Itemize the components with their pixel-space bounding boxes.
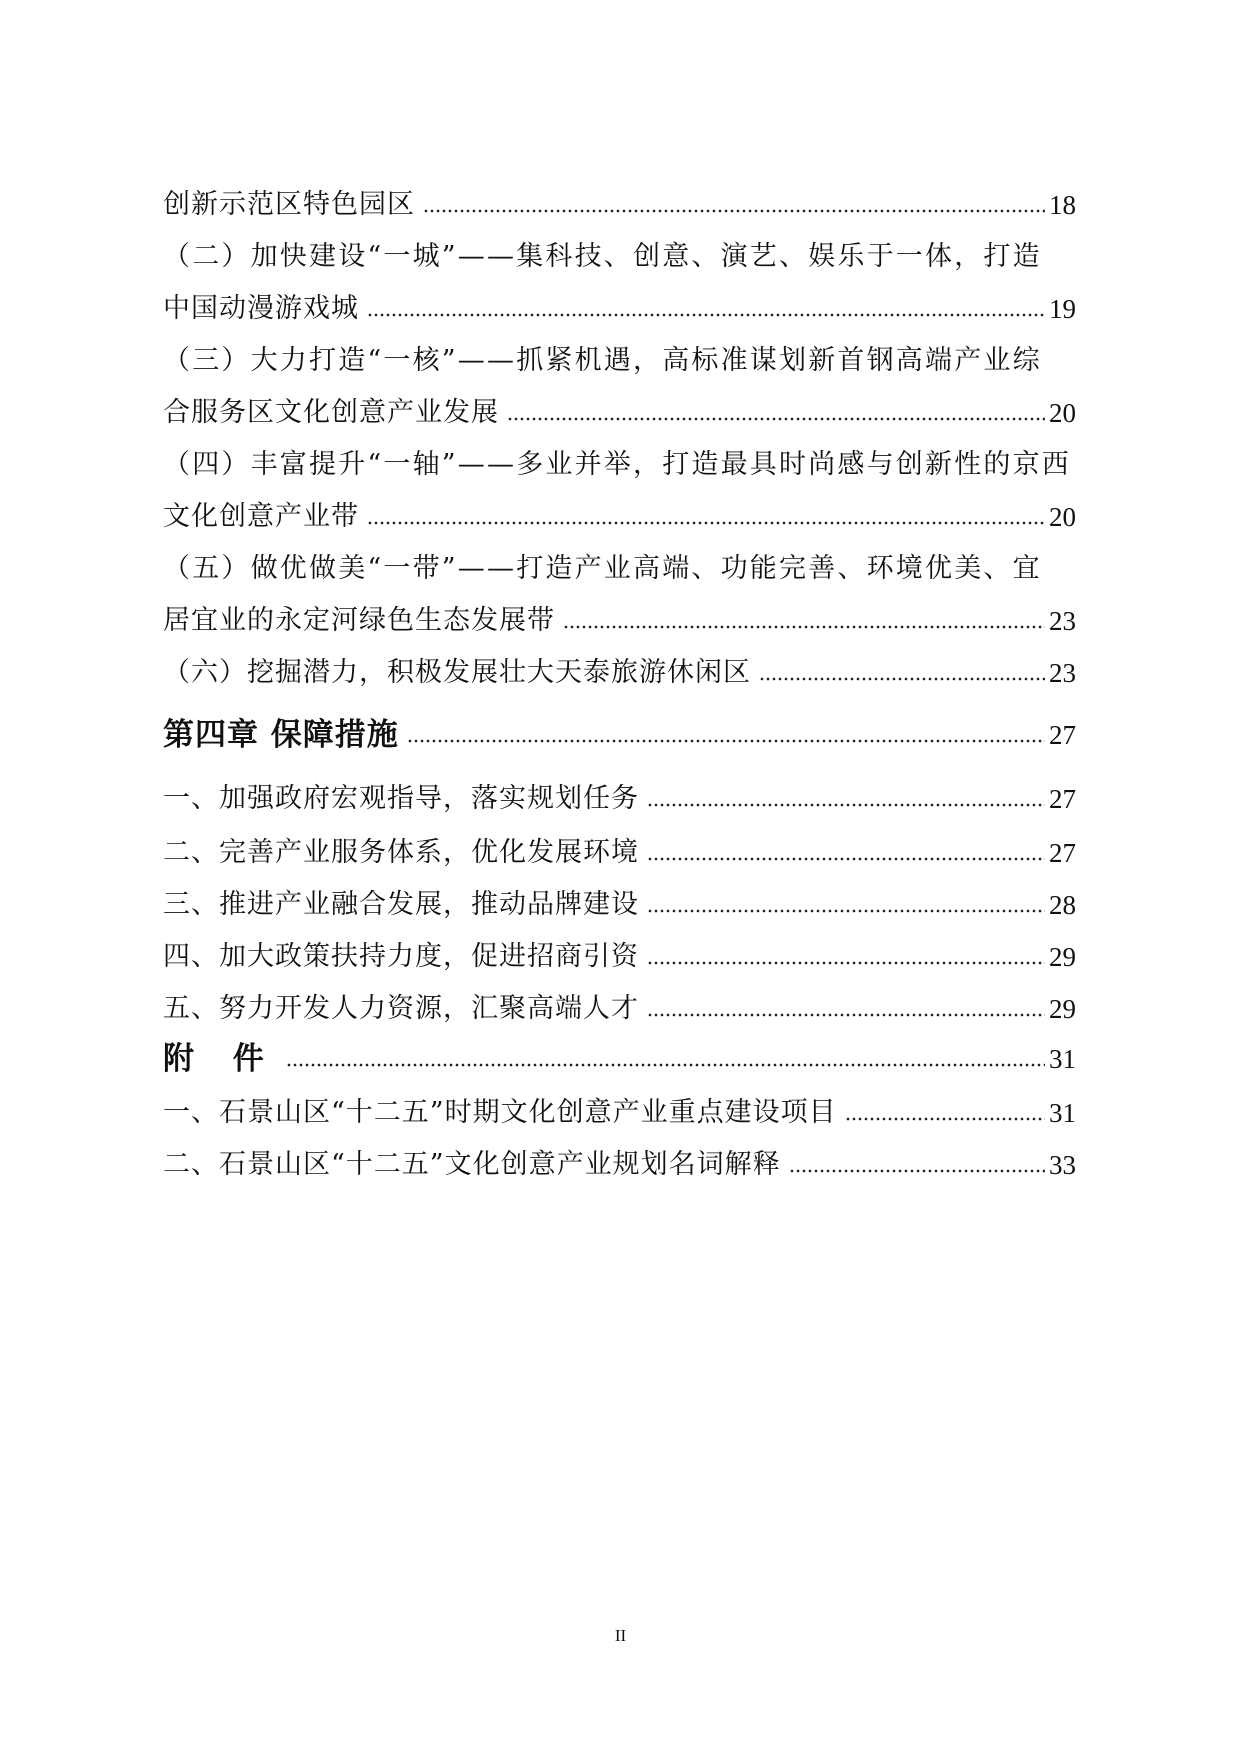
toc-entry-title: 附 件: [163, 1041, 278, 1077]
dot-leader: [845, 1116, 1045, 1122]
dot-leader: [789, 1168, 1045, 1174]
toc-entry[interactable]: [163, 442, 1076, 482]
dot-leader: [647, 1012, 1045, 1018]
toc-entry-title: 中国动漫游戏城: [163, 293, 359, 324]
dot-leader: [647, 802, 1045, 808]
toc-entry-title: （五）做优做美“一带”——打造产业高端、功能完善、环境优美、宜: [163, 553, 1042, 584]
toc-entry-page: 23: [1049, 658, 1076, 688]
toc-entry-page: 31: [1049, 1044, 1076, 1074]
toc-entry-title: 三、推进产业融合发展，推动品牌建设: [163, 889, 639, 920]
toc-entry[interactable]: [163, 546, 1076, 586]
toc-chapter-entry[interactable]: [163, 1036, 1076, 1076]
toc-entry-title: 一、石景山区“十二五”时期文化创意产业重点建设项目: [163, 1097, 837, 1128]
toc-chapter-entry[interactable]: [163, 712, 1076, 752]
toc-entry-page: 20: [1049, 398, 1076, 428]
toc-entry[interactable]: [163, 390, 1076, 430]
toc-entry-page: 19: [1049, 294, 1076, 324]
dot-leader: [367, 520, 1045, 526]
toc-entry-page: 27: [1049, 720, 1076, 750]
toc-entry[interactable]: [163, 830, 1076, 870]
toc-entry-title: （三）大力打造“一核”——抓紧机遇，高标准谋划新首钢高端产业综: [163, 345, 1042, 376]
dot-leader: [563, 624, 1045, 630]
toc-entry-title: 文化创意产业带: [163, 501, 359, 532]
toc-entry[interactable]: [163, 286, 1076, 326]
toc-entry-page: 29: [1049, 994, 1076, 1024]
toc-entry-title: （六）挖掘潜力，积极发展壮大天泰旅游休闲区: [163, 657, 751, 688]
toc-entry[interactable]: [163, 598, 1076, 638]
toc-entry-page: 20: [1049, 502, 1076, 532]
toc-entry[interactable]: [163, 882, 1076, 922]
dot-leader: [647, 960, 1045, 966]
toc-entry-title: 四、加大政策扶持力度，促进招商引资: [163, 941, 639, 972]
dot-leader: [367, 312, 1045, 318]
toc-entry-title: 合服务区文化创意产业发展: [163, 397, 499, 428]
toc-entry-title: 二、完善产业服务体系，优化发展环境: [163, 837, 639, 868]
toc-entry[interactable]: [163, 182, 1076, 222]
toc-entry-title: 一、加强政府宏观指导，落实规划任务: [163, 783, 639, 814]
toc-entry-page: 23: [1049, 606, 1076, 636]
toc-entry[interactable]: [163, 494, 1076, 534]
dot-leader: [507, 416, 1045, 422]
toc-entry[interactable]: [163, 234, 1076, 274]
toc-entry-title: 五、努力开发人力资源，汇聚高端人才: [163, 993, 639, 1024]
toc-entry-page: 28: [1049, 890, 1076, 920]
toc-entry[interactable]: [163, 1090, 1076, 1130]
toc-entry-page: 27: [1049, 784, 1076, 814]
toc-entry-page: 33: [1049, 1150, 1076, 1180]
toc-entry-page: 29: [1049, 942, 1076, 972]
toc-entry-title: 居宜业的永定河绿色生态发展带: [163, 605, 555, 636]
toc-entry-title: 第四章 保障措施: [163, 717, 399, 753]
dot-leader: [647, 908, 1045, 914]
dot-leader: [286, 1062, 1045, 1068]
toc-entry[interactable]: [163, 776, 1076, 816]
dot-leader: [759, 676, 1045, 682]
toc-entry-page: 27: [1049, 838, 1076, 868]
dot-leader: [407, 738, 1045, 744]
toc-entry[interactable]: [163, 934, 1076, 974]
toc-entry[interactable]: [163, 986, 1076, 1026]
toc-entry[interactable]: [163, 1142, 1076, 1182]
toc-entry-title: 创新示范区特色园区: [163, 189, 415, 220]
toc-entry-page: 18: [1049, 190, 1076, 220]
toc-entry[interactable]: [163, 650, 1076, 690]
toc-entry-title: （四）丰富提升“一轴”——多业并举，打造最具时尚感与创新性的京西: [163, 449, 1072, 480]
dot-leader: [647, 856, 1045, 862]
toc-entry-title: 二、石景山区“十二五”文化创意产业规划名词解释: [163, 1149, 781, 1180]
page-number: II: [614, 1626, 627, 1645]
toc-entry[interactable]: [163, 338, 1076, 378]
toc-entry-title: （二）加快建设“一城”——集科技、创意、演艺、娱乐于一体，打造: [163, 241, 1042, 272]
dot-leader: [423, 208, 1045, 214]
toc-entry-page: 31: [1049, 1098, 1076, 1128]
